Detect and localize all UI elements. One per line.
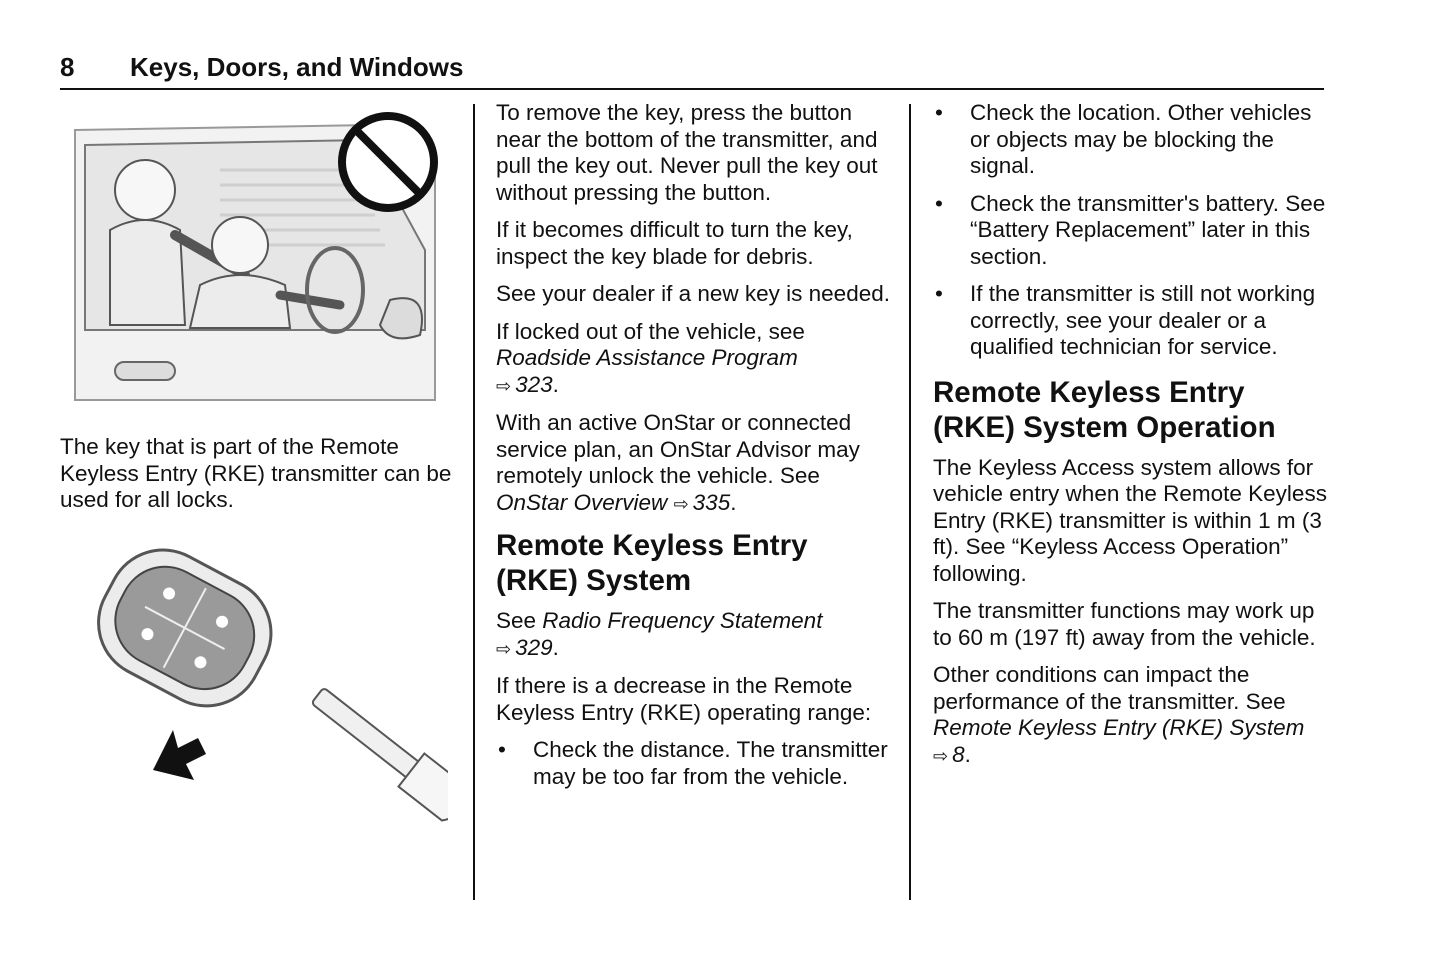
range-checklist-continued — [933, 100, 1328, 361]
locked-out-paragraph: If locked out of the vehicle, see Roadside Assistance Program ⇨ 323. — [496, 318, 805, 397]
page-number: 8 — [60, 52, 75, 82]
column-divider-1 — [473, 104, 475, 900]
page-header — [60, 52, 1324, 90]
bullet-icon: • — [498, 737, 506, 762]
rke-system-heading: Remote Keyless Entry (RKE) System — [496, 529, 808, 597]
column-divider-2 — [909, 104, 911, 900]
range-decrease-paragraph: If there is a decrease in the Remote Keyless Entry (RKE) operating range: — [496, 673, 872, 725]
key-caption: The key that is part of the Remote Keyless Entry (RKE) transmitter can be used for all locks. — [60, 434, 452, 512]
onstar-overview-link[interactable]: OnStar Overview — [496, 489, 668, 515]
radio-frequency-paragraph: See Radio Frequency Statement ⇨ 329. — [496, 608, 823, 660]
page-reference-arrow-icon: ⇨ — [673, 493, 689, 514]
rke-system-link[interactable]: Remote Keyless Entry (RKE) System — [933, 715, 1305, 740]
remove-key-paragraph: To remove the key, press the button near the bottom of the transmitter, and pull the key out. Never pull the key out without pressing the button. — [496, 100, 878, 205]
list-item: • If the transmitter is still not working correctly, see your dealer or a qualified technician for service. — [935, 281, 1316, 359]
page-reference-8[interactable]: 8 — [952, 741, 965, 767]
difficult-key-paragraph: If it becomes difficult to turn the key, inspect the key blade for debris. — [496, 217, 853, 269]
transmitter-range-paragraph: The transmitter functions may work up to 60 m (197 ft) away from the vehicle. — [933, 598, 1316, 650]
column-2 — [496, 100, 896, 801]
list-item: • Check the distance. The transmitter may be too far from the vehicle. — [498, 737, 888, 789]
bullet-icon: • — [935, 281, 943, 306]
rke-operation-heading: Remote Keyless Entry (RKE) System Operation — [933, 375, 1276, 444]
transmitter-key-illustration — [78, 540, 448, 860]
other-conditions-paragraph: Other conditions can impact the performance of the transmitter. See Remote Keyless Entry (RKE) System ⇨ 8. — [933, 662, 1305, 767]
new-key-paragraph: See your dealer if a new key is needed. — [496, 281, 890, 306]
radio-frequency-link[interactable]: Radio Frequency Statement — [542, 608, 823, 633]
column-1 — [60, 434, 460, 525]
roadside-assistance-link[interactable]: Roadside Assistance Program — [496, 345, 798, 370]
page-reference-arrow-icon: ⇨ — [496, 375, 512, 396]
page-reference-arrow-icon: ⇨ — [933, 745, 949, 766]
list-item: • Check the location. Other vehicles or objects may be blocking the signal. — [935, 100, 1312, 178]
section-title: Keys, Doors, and Windows — [130, 52, 464, 82]
range-checklist — [496, 737, 896, 790]
onstar-paragraph: With an active OnStar or connected service plan, an OnStar Advisor may remotely unlock the vehicle. See OnStar Overview ⇨ 335. — [496, 410, 860, 515]
bullet-icon: • — [935, 190, 943, 216]
page-reference-arrow-icon: ⇨ — [496, 638, 512, 659]
page-reference-335[interactable]: 335 — [692, 489, 731, 515]
bullet-icon: • — [935, 100, 943, 125]
keyless-access-paragraph: The Keyless Access system allows for vehicle entry when the Remote Keyless Entry (RKE) transmitter is within 1 m (3 ft). See “Keyless Access Operation” following. — [933, 454, 1327, 586]
column-3 — [933, 100, 1328, 780]
children-in-car-illustration — [70, 100, 450, 420]
page-reference-323[interactable]: 323 — [515, 371, 553, 397]
page-reference-329[interactable]: 329 — [515, 634, 553, 660]
list-item: • Check the transmitter's battery. See “Battery Replacement” later in this section. — [935, 190, 1326, 269]
